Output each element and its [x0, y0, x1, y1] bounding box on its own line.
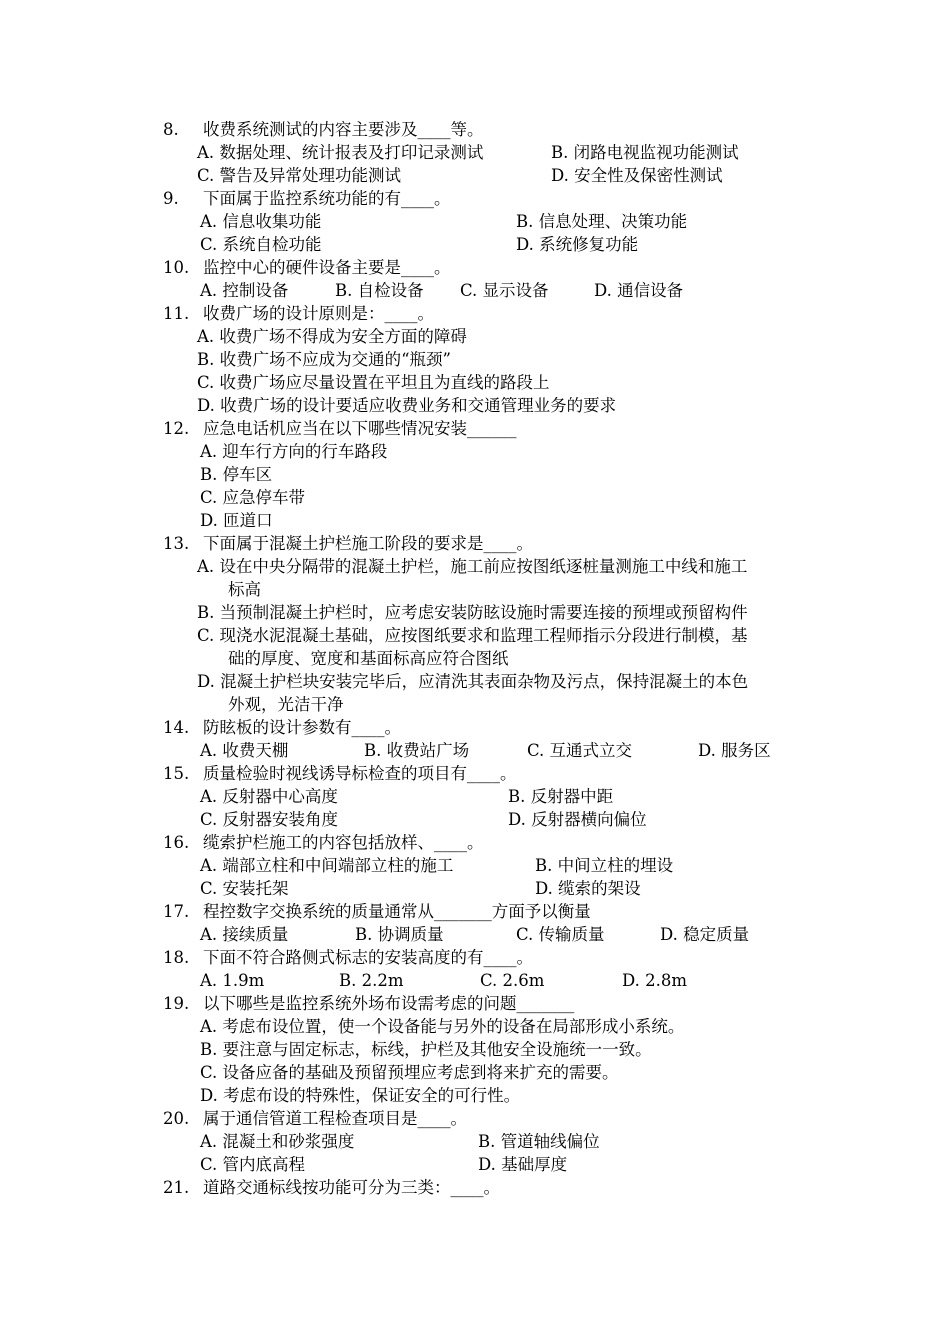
option-text: D. 服务区	[698, 741, 771, 760]
question-text: 防眩板的设计参数有____。	[203, 718, 401, 737]
question-line	[0, 762, 950, 785]
question-text: 道路交通标线按功能可分为三类：____。	[203, 1178, 500, 1197]
option-row	[0, 877, 950, 900]
question-text: 下面不符合路侧式标志的安装高度的有____。	[203, 948, 533, 967]
option-text: A. 收费天棚	[200, 741, 289, 760]
question-line	[0, 1107, 950, 1130]
option-text: 标高	[228, 580, 261, 599]
option-text: D. 反射器横向偏位	[508, 810, 647, 829]
question-number: 9.	[163, 189, 179, 208]
option-text: B. 停车区	[200, 465, 273, 484]
option-text: D. 收费广场的设计要适应收费业务和交通管理业务的要求	[197, 396, 617, 415]
option-text: D. 安全性及保密性测试	[551, 166, 723, 185]
question-line	[0, 946, 950, 969]
question-block	[0, 900, 950, 946]
option-row	[0, 693, 950, 716]
option-row	[0, 670, 950, 693]
question-text: 收费系统测试的内容主要涉及____等。	[203, 120, 484, 139]
option-text: C. 收费广场应尽量设置在平坦且为直线的路段上	[197, 373, 550, 392]
question-block	[0, 946, 950, 992]
option-row	[0, 371, 950, 394]
question-block	[0, 417, 950, 532]
question-text: 下面属于监控系统功能的有____。	[203, 189, 451, 208]
option-text: A. 反射器中心高度	[200, 787, 338, 806]
option-text: B. 2.2m	[339, 971, 404, 990]
question-block	[0, 532, 950, 716]
option-text: D. 通信设备	[594, 281, 684, 300]
option-text: C. 互通式立交	[527, 741, 633, 760]
option-text: D. 2.8m	[622, 971, 688, 990]
question-number: 19.	[163, 994, 190, 1013]
option-row	[0, 808, 950, 831]
question-block	[0, 762, 950, 831]
option-row	[0, 394, 950, 417]
option-text: B. 协调质量	[355, 925, 444, 944]
option-text: D. 考虑布设的特殊性，保证安全的可行性。	[200, 1086, 521, 1105]
option-text: A. 1.9m	[200, 971, 265, 990]
option-text: 外观，光洁干净	[228, 695, 344, 714]
question-block	[0, 992, 950, 1107]
question-block	[0, 1107, 950, 1176]
option-row	[0, 279, 950, 302]
question-line	[0, 302, 950, 325]
option-text: A. 数据处理、统计报表及打印记录测试	[197, 143, 484, 162]
option-row	[0, 578, 950, 601]
option-text: B. 信息处理、决策功能	[516, 212, 688, 231]
option-row	[0, 969, 950, 992]
option-row	[0, 1130, 950, 1153]
question-block	[0, 831, 950, 900]
option-text: C. 2.6m	[480, 971, 545, 990]
question-text: 应急电话机应当在以下哪些情况安装______	[203, 419, 517, 438]
question-number: 17.	[163, 902, 190, 921]
question-block	[0, 256, 950, 302]
option-text: A. 设在中央分隔带的混凝土护栏，施工前应按图纸逐桩量测施工中线和施工	[197, 557, 748, 576]
option-row	[0, 210, 950, 233]
question-line	[0, 716, 950, 739]
option-text: A. 收费广场不得成为安全方面的障碍	[197, 327, 467, 346]
option-text: B. 反射器中距	[508, 787, 614, 806]
question-line	[0, 118, 950, 141]
question-line	[0, 831, 950, 854]
option-text: D. 系统修复功能	[516, 235, 639, 254]
option-text: C. 系统自检功能	[200, 235, 322, 254]
option-text: C. 显示设备	[460, 281, 549, 300]
option-row	[0, 1153, 950, 1176]
question-number: 18.	[163, 948, 190, 967]
option-text: D. 稳定质量	[660, 925, 750, 944]
option-row	[0, 463, 950, 486]
option-text: 础的厚度、宽度和基面标高应符合图纸	[228, 649, 509, 668]
option-row	[0, 325, 950, 348]
option-row	[0, 647, 950, 670]
question-text: 质量检验时视线诱导标检查的项目有____。	[203, 764, 517, 783]
option-text: C. 设备应备的基础及预留预埋应考虑到将来扩充的需要。	[200, 1063, 619, 1082]
question-number: 12.	[163, 419, 190, 438]
option-text: C. 安装托架	[200, 879, 289, 898]
option-row	[0, 1084, 950, 1107]
option-text: B. 当预制混凝土护栏时，应考虑安装防眩设施时需要连接的预埋或预留构件	[197, 603, 748, 622]
option-text: A. 接续质量	[200, 925, 289, 944]
question-block	[0, 118, 950, 187]
option-text: C. 传输质量	[516, 925, 605, 944]
option-row	[0, 164, 950, 187]
question-number: 8.	[163, 120, 179, 139]
option-text: A. 端部立柱和中间端部立柱的施工	[200, 856, 454, 875]
option-row	[0, 555, 950, 578]
option-text: B. 中间立柱的埋设	[535, 856, 674, 875]
question-line	[0, 532, 950, 555]
option-text: C. 现浇水泥混凝土基础，应按图纸要求和监理工程师指示分段进行制模，基	[197, 626, 748, 645]
option-row	[0, 854, 950, 877]
option-text: A. 考虑布设位置，使一个设备能与另外的设备在局部形成小系统。	[200, 1017, 685, 1036]
option-text: B. 要注意与固定标志，标线，护栏及其他安全设施统一一致。	[200, 1040, 652, 1059]
question-block	[0, 302, 950, 417]
option-text: D. 缆索的架设	[535, 879, 641, 898]
question-line	[0, 256, 950, 279]
question-number: 21.	[163, 1178, 190, 1197]
option-text: A. 混凝土和砂浆强度	[200, 1132, 355, 1151]
question-text: 以下哪些是监控系统外场布设需考虑的问题_______	[203, 994, 575, 1013]
question-block	[0, 1176, 950, 1199]
option-row	[0, 141, 950, 164]
option-text: C. 反射器安装角度	[200, 810, 339, 829]
question-text: 下面属于混凝土护栏施工阶段的要求是____。	[203, 534, 533, 553]
option-text: C. 应急停车带	[200, 488, 306, 507]
question-text: 程控数字交换系统的质量通常从_______方面予以衡量	[203, 902, 591, 921]
option-text: B. 收费广场不应成为交通的“瓶颈”	[197, 350, 451, 369]
question-text: 缆索护栏施工的内容包括放样、____。	[203, 833, 484, 852]
option-text: B. 闭路电视监视功能测试	[551, 143, 739, 162]
option-text: A. 信息收集功能	[200, 212, 322, 231]
question-line	[0, 992, 950, 1015]
option-row	[0, 785, 950, 808]
exam-page	[0, 118, 950, 1199]
option-row	[0, 440, 950, 463]
option-text: C. 管内底高程	[200, 1155, 306, 1174]
question-line	[0, 900, 950, 923]
question-number: 10.	[163, 258, 190, 277]
option-text: B. 自检设备	[335, 281, 424, 300]
option-row	[0, 486, 950, 509]
option-text: B. 管道轴线偏位	[478, 1132, 600, 1151]
option-row	[0, 348, 950, 371]
option-text: D. 匝道口	[200, 511, 273, 530]
question-block	[0, 187, 950, 256]
option-row	[0, 1015, 950, 1038]
question-line	[0, 417, 950, 440]
option-text: A. 迎车行方向的行车路段	[200, 442, 388, 461]
question-number: 16.	[163, 833, 190, 852]
question-number: 20.	[163, 1109, 190, 1128]
question-line	[0, 1176, 950, 1199]
option-row	[0, 624, 950, 647]
option-text: B. 收费站广场	[364, 741, 470, 760]
option-text: C. 警告及异常处理功能测试	[197, 166, 402, 185]
question-text: 监控中心的硬件设备主要是____。	[203, 258, 451, 277]
question-number: 14.	[163, 718, 190, 737]
option-text: A. 控制设备	[200, 281, 289, 300]
option-row	[0, 739, 950, 762]
option-row	[0, 1061, 950, 1084]
option-row	[0, 509, 950, 532]
option-text: D. 混凝土护栏块安装完毕后，应清洗其表面杂物及污点，保持混凝土的本色	[197, 672, 749, 691]
question-line	[0, 187, 950, 210]
question-number: 13.	[163, 534, 190, 553]
question-number: 15.	[163, 764, 190, 783]
option-text: D. 基础厚度	[478, 1155, 568, 1174]
option-row	[0, 233, 950, 256]
option-row	[0, 601, 950, 624]
option-row	[0, 1038, 950, 1061]
question-text: 属于通信管道工程检查项目是____。	[203, 1109, 467, 1128]
question-number: 11.	[163, 304, 190, 323]
question-text: 收费广场的设计原则是：____。	[203, 304, 434, 323]
question-block	[0, 716, 950, 762]
option-row	[0, 923, 950, 946]
